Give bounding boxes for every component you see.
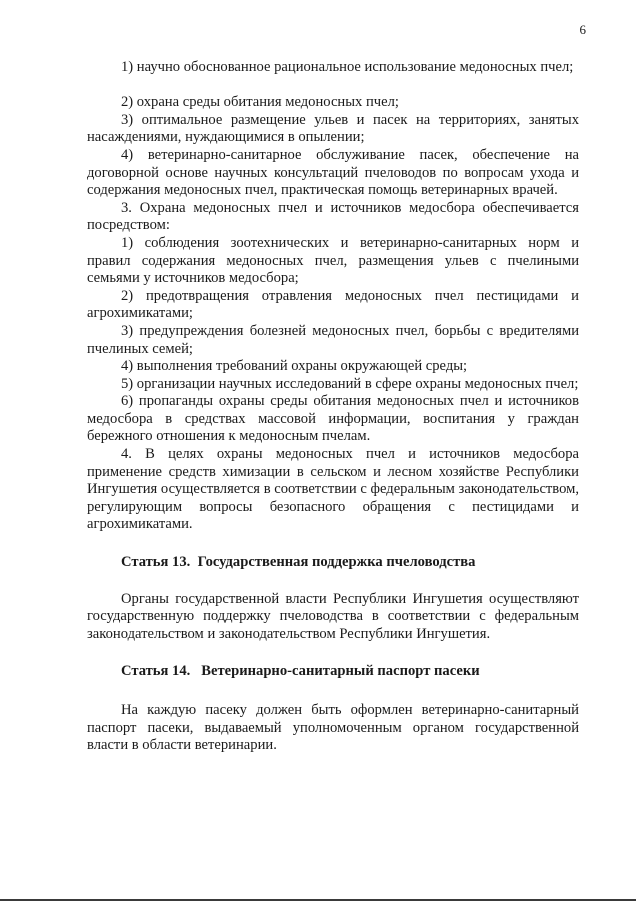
paragraph: 5) организации научных исследований в сфере охраны медоносных пчел; bbox=[121, 375, 579, 392]
paragraph: 3. Охрана медоносных пчел и источников медосбора обеспечивается посредством: bbox=[87, 199, 579, 234]
page-number: 6 bbox=[579, 22, 586, 37]
paragraph: 3) предупреждения болезней медоносных пчел, борьбы с вредителями пчелиных семей; bbox=[87, 322, 579, 357]
paragraph: 2) охрана среды обитания медоносных пчел; bbox=[121, 94, 399, 111]
paragraph: 2) предотвращения отравления медоносных пчел пестицидами и агрохимикатами; bbox=[87, 287, 579, 322]
paragraph: 3) оптимальное размещение ульев и пасек на территориях, занятых насаждениями, нуждающимися в опылении; bbox=[87, 111, 579, 146]
paragraph: 4. В целях охраны медоносных пчел и источников медосбора применение средств химизации в сельском и лесном хозяйстве Республики Ингушетия осуществляется в соответствии с федеральным законодательством, регулирующим вопросы безопасного обращения с пестицидами и агрохимикатами. bbox=[87, 446, 579, 533]
article-13-text: Органы государственной власти Республики Ингушетия осуществляют государственную поддержку пчеловодства в соответствии с федеральным законодательством и законодательством Республики Ингушетия. bbox=[87, 590, 579, 642]
paragraph: 4) выполнения требований охраны окружающей среды; bbox=[121, 358, 468, 375]
article-14-heading: Статья 14. Ветеринарно-санитарный паспорт пасеки bbox=[121, 663, 480, 680]
page-edge-line bbox=[0, 899, 636, 901]
article-14-text: На каждую пасеку должен быть оформлен ветеринарно-санитарный паспорт пасеки, выдаваемый уполномоченным органом государственной власти в области ветеринарии. bbox=[87, 702, 579, 754]
paragraph: 6) пропаганды охраны среды обитания медоносных пчел и источников медосбора в средствах массовой информации, воспитания у граждан бережного отношения к медоносным пчелам. bbox=[87, 393, 579, 445]
document-body bbox=[87, 59, 579, 755]
paragraph: 1) научно обоснованное рациональное использование медоносных пчел; bbox=[121, 59, 574, 75]
paragraph: 1) соблюдения зоотехнических и ветеринарно-санитарных норм и правил содержания медоносных пчел, размещения ульев с пчелиными семьями у источников медосбора; bbox=[87, 234, 579, 287]
article-13-heading: Статья 13. Государственная поддержка пчеловодства bbox=[121, 554, 476, 571]
paragraph: 4) ветеринарно-санитарное обслуживание пасек, обеспечение на договорной основе научных консультаций пчеловодов по вопросам ухода и содержания медоносных пчел, практическая помощь ветеринарных врачей. bbox=[87, 146, 579, 199]
